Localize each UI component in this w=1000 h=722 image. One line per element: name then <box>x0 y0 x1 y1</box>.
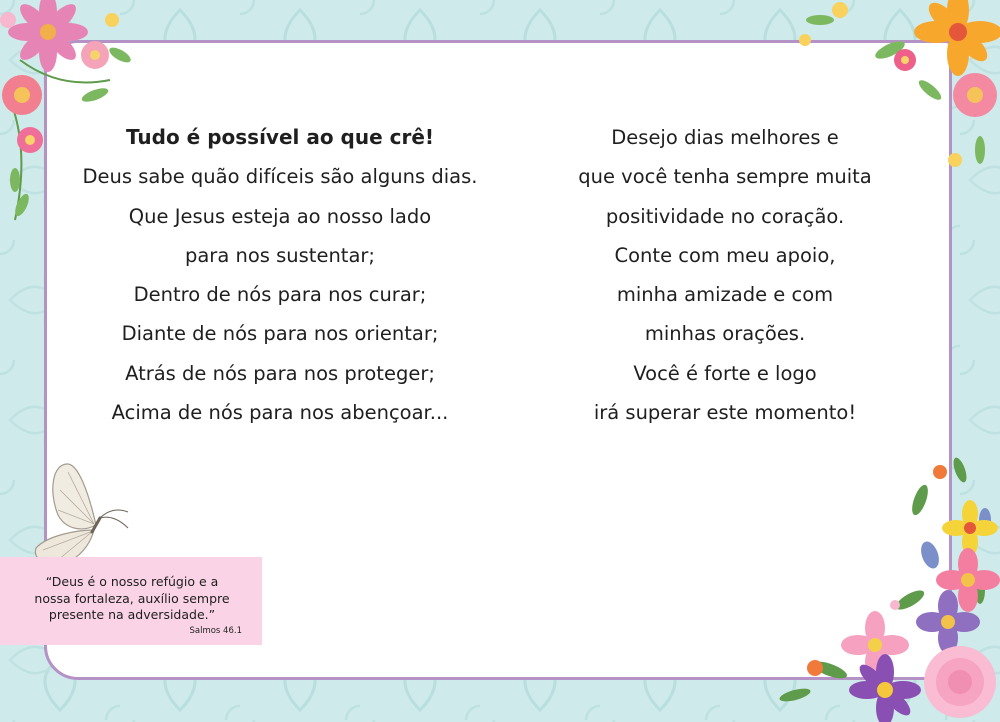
right-message-column <box>515 118 935 432</box>
message-line: Diante de nós para nos orientar; <box>121 322 439 346</box>
flower-bouquet-icon <box>770 450 1000 722</box>
message-line: Acima de nós para nos abençoar... <box>111 401 449 425</box>
message-line: minha amizade e com <box>616 283 834 307</box>
left-message-column <box>70 118 490 432</box>
butterfly-icon <box>28 460 136 570</box>
message-line: positividade no coração. <box>605 204 845 228</box>
verse-line: presente na adversidade.” <box>48 607 216 623</box>
message-line: Deus sabe quão difíceis são alguns dias. <box>82 165 478 189</box>
verse-line: “Deus é o nosso refúgio e a <box>45 574 219 589</box>
message-line: Conte com meu apoio, <box>614 243 836 267</box>
message-line: irá superar este momento! <box>593 401 857 425</box>
message-line: Você é forte e logo <box>633 361 817 385</box>
message-line: minhas orações. <box>644 322 806 346</box>
message-line: que você tenha sempre muita <box>578 165 872 189</box>
bible-verse-box <box>0 557 262 645</box>
message-line: Desejo dias melhores e <box>611 126 839 149</box>
message-line: Dentro de nós para nos curar; <box>133 283 427 307</box>
message-line: Atrás de nós para nos proteger; <box>125 361 435 385</box>
message-line: Que Jesus esteja ao nosso lado <box>128 204 432 228</box>
message-line: para nos sustentar; <box>184 243 375 267</box>
message-title: Tudo é possível ao que crê! <box>125 125 435 149</box>
verse-reference: Salmos 46.1 <box>189 625 242 636</box>
verse-line: nossa fortaleza, auxílio sempre <box>34 590 230 606</box>
